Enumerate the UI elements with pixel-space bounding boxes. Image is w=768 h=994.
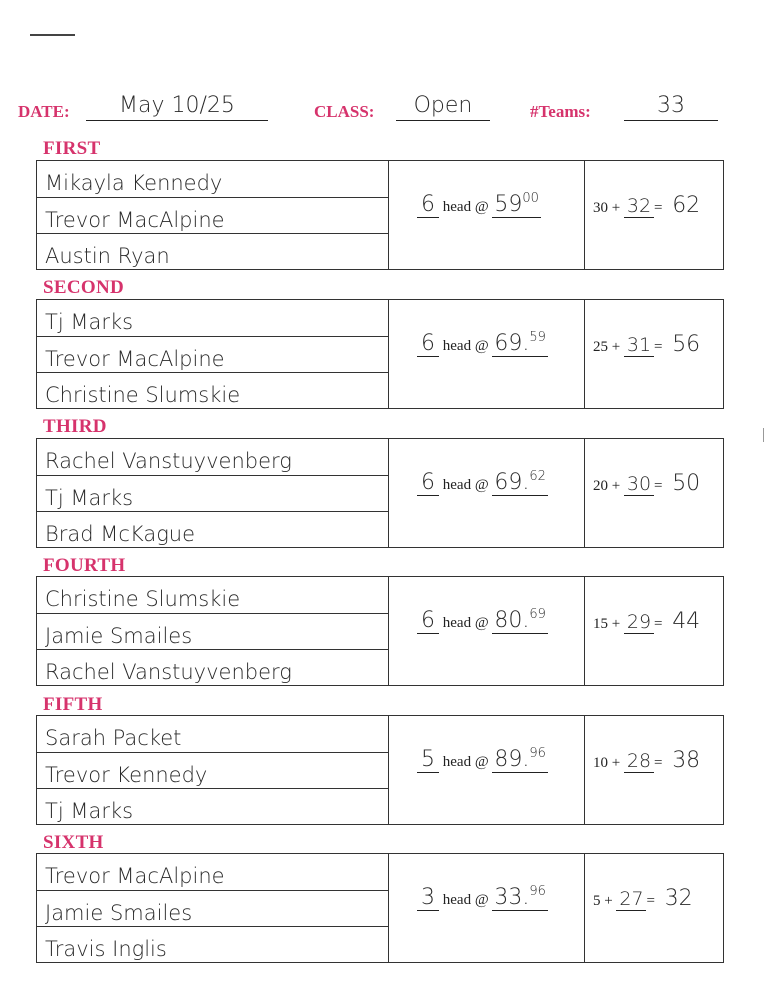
head-count: 5	[417, 747, 439, 773]
team-names	[37, 300, 389, 408]
base-points: 15 +	[593, 616, 621, 632]
head-label: head @	[442, 754, 489, 770]
head-count: 6	[417, 470, 439, 496]
team-member-name: Tj Marks	[45, 799, 134, 824]
team-member-name: Christine Slumskie	[45, 383, 241, 408]
base-points: 25 +	[593, 339, 621, 355]
team-names	[37, 439, 389, 547]
bonus-points: 28	[624, 750, 654, 773]
head-label: head @	[442, 477, 489, 493]
total-points: 62	[672, 193, 701, 218]
team-member-name: Tj Marks	[37, 476, 388, 513]
score-cell	[585, 577, 723, 685]
team-member-name: Austin Ryan	[45, 244, 170, 269]
run-time-decimal: 96	[529, 884, 546, 899]
equals-sign: =	[653, 200, 663, 216]
equals-sign: =	[646, 893, 655, 909]
head-cell	[389, 439, 585, 547]
team-names	[37, 716, 389, 824]
run-time-decimal: 00	[522, 191, 539, 206]
team-member-name: Brad McKague	[45, 522, 196, 547]
placing-box	[36, 715, 724, 825]
head-label: head @	[442, 615, 489, 631]
run-time	[492, 330, 548, 357]
base-points: 30 +	[593, 200, 621, 216]
run-time	[492, 746, 548, 773]
class-value: Open	[396, 92, 490, 121]
run-time-decimal: 96	[529, 746, 546, 761]
head-label: head @	[442, 199, 489, 215]
place-heading: FOURTH	[43, 555, 126, 576]
team-names	[37, 577, 389, 685]
run-time	[492, 884, 548, 911]
team-member-name: Trevor MacAlpine	[37, 337, 388, 374]
bonus-points: 27	[616, 888, 646, 911]
run-time-main: 59	[494, 192, 523, 217]
team-member-name: Trevor Kennedy	[37, 753, 388, 790]
placing-box	[36, 576, 724, 686]
team-member-name: Rachel Vanstuyvenberg	[45, 660, 292, 685]
run-time	[492, 191, 541, 218]
score-cell	[585, 300, 723, 408]
place-heading: SECOND	[43, 277, 124, 298]
head-count: 6	[417, 331, 439, 357]
team-member-name: Trevor MacAlpine	[37, 198, 388, 235]
team-member-name: Trevor MacAlpine	[37, 854, 388, 891]
run-time-decimal: 69	[529, 607, 546, 622]
sheet-header	[0, 92, 768, 132]
team-member-name: Jamie Smailes	[37, 891, 388, 928]
equals-sign: =	[653, 755, 663, 771]
score-cell	[585, 716, 723, 824]
team-member-name: Mikayla Kennedy	[37, 161, 388, 198]
placing-box	[36, 160, 724, 270]
team-member-name: Tj Marks	[37, 300, 388, 337]
total-points: 32	[664, 886, 693, 911]
run-time-decimal: 59	[529, 330, 546, 345]
teams-label: #Teams:	[530, 102, 591, 121]
team-member-name: Jamie Smailes	[37, 614, 388, 651]
head-cell	[389, 161, 585, 269]
score-cell	[585, 439, 723, 547]
place-heading: FIRST	[43, 138, 101, 159]
head-cell	[389, 300, 585, 408]
run-time-decimal: 62	[529, 469, 546, 484]
head-cell	[389, 854, 585, 962]
team-member-name: Rachel Vanstuyvenberg	[37, 439, 388, 476]
base-points: 20 +	[593, 478, 621, 494]
head-label: head @	[442, 892, 489, 908]
placing-box	[36, 299, 724, 409]
placing-box	[36, 853, 724, 963]
run-time-main: 89.	[494, 747, 530, 772]
bonus-points: 31	[624, 334, 654, 357]
date-label: DATE:	[18, 102, 70, 121]
team-member-name: Christine Slumskie	[37, 577, 388, 614]
total-points: 50	[672, 471, 701, 496]
head-count: 3	[417, 885, 439, 911]
head-cell	[389, 577, 585, 685]
equals-sign: =	[653, 478, 663, 494]
date-value: May 10/25	[86, 92, 268, 121]
bonus-points: 32	[624, 195, 654, 218]
placing-box	[36, 438, 724, 548]
equals-sign: =	[653, 339, 663, 355]
team-member-name: Sarah Packet	[37, 716, 388, 753]
total-points: 38	[672, 748, 701, 773]
class-label: CLASS:	[314, 102, 375, 121]
head-label: head @	[442, 338, 489, 354]
total-points: 56	[672, 332, 701, 357]
place-heading: THIRD	[43, 416, 107, 437]
team-names	[37, 854, 389, 962]
base-points: 5 +	[593, 893, 613, 909]
teams-value: 33	[624, 92, 718, 121]
place-heading: FIFTH	[43, 694, 103, 715]
run-time-main: 69.	[494, 331, 530, 356]
scan-mark	[30, 34, 75, 36]
base-points: 10 +	[593, 755, 621, 771]
team-names	[37, 161, 389, 269]
run-time	[492, 469, 548, 496]
place-heading: SIXTH	[43, 832, 104, 853]
score-cell	[585, 854, 723, 962]
total-points: 44	[672, 609, 701, 634]
bonus-points: 29	[624, 611, 654, 634]
scan-edge-mark	[763, 428, 764, 442]
head-count: 6	[417, 192, 439, 218]
team-member-name: Travis Inglis	[45, 937, 167, 962]
run-time-main: 69.	[494, 470, 530, 495]
equals-sign: =	[653, 616, 663, 632]
bonus-points: 30	[624, 473, 654, 496]
score-cell	[585, 161, 723, 269]
run-time-main: 80.	[494, 608, 530, 633]
run-time	[492, 607, 548, 634]
run-time-main: 33.	[494, 885, 530, 910]
head-count: 6	[417, 608, 439, 634]
head-cell	[389, 716, 585, 824]
